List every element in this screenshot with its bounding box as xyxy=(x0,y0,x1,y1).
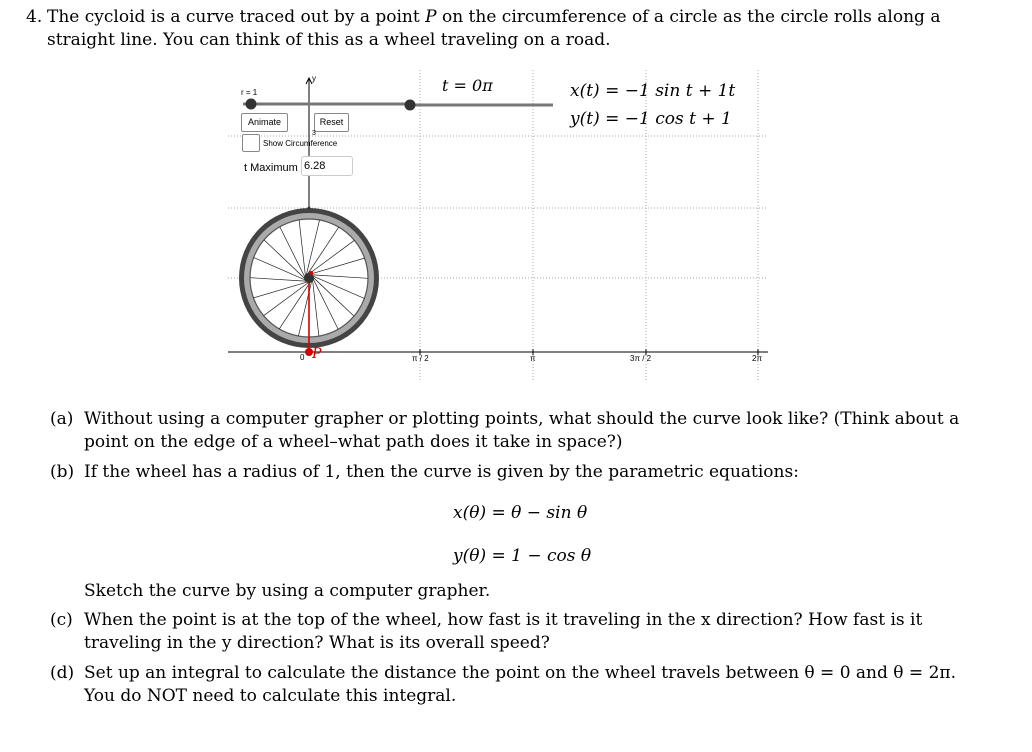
equation-x-theta: x(θ) = θ − sin θ xyxy=(453,503,588,523)
tick-label-pi-half: π / 2 xyxy=(412,354,429,363)
tick-label-2pi: 2π xyxy=(752,354,762,363)
tick-label-pi: π xyxy=(530,354,536,363)
hub xyxy=(304,273,314,283)
equation-y-t: y(t) = −1 cos t + 1 xyxy=(570,109,732,129)
part-b-text: If the wheel has a radius of 1, then the curve is given by the parametric equations: xyxy=(84,462,799,482)
problem-intro-text xyxy=(47,6,977,52)
problem-number: 4. xyxy=(26,7,43,27)
equation-y-theta: y(θ) = 1 − cos θ xyxy=(453,546,592,566)
origin-label: 0 xyxy=(300,353,305,362)
equation-x-t: x(t) = −1 sin t + 1t xyxy=(570,81,736,101)
wheel xyxy=(239,207,379,353)
t-label: t = 0π xyxy=(442,76,493,95)
part-d-label: (d) xyxy=(50,663,75,683)
slider-t-handle[interactable] xyxy=(405,100,416,111)
part-a-text: Without using a computer grapher or plotting points, what should the curve look like? (Think about a point on the edge of a wheel–what path does it take in space?) xyxy=(84,409,960,452)
part-b-label: (b) xyxy=(50,462,75,482)
part-d-text: Set up an integral to calculate the distance the point on the wheel travels between θ = 0 and θ = 2π. You do NOT need to calculate this integral. xyxy=(84,663,956,706)
tmax-input[interactable]: 6.28 xyxy=(301,156,353,176)
reset-button[interactable]: Reset xyxy=(314,113,349,132)
animate-button[interactable]: Animate xyxy=(241,113,288,132)
intro-post: on the circumference of a circle as the circle rolls along a straight line. You can think of this as a wheel traveling on a road. xyxy=(47,7,941,50)
top-point xyxy=(308,207,311,210)
tick-label-3pi-half: 3π / 2 xyxy=(630,354,652,363)
show-circumference-label: Show Circumference xyxy=(263,139,338,148)
hub-dot xyxy=(309,271,313,275)
part-c-label: (c) xyxy=(50,610,73,630)
tick-3-label: 3 xyxy=(312,130,316,137)
intro-pre: The cycloid is a curve traced out by a point xyxy=(47,7,426,27)
sketch-instruction: Sketch the curve by using a computer grapher. xyxy=(84,581,491,601)
point-p-label: P xyxy=(312,346,322,362)
slider-r-handle[interactable] xyxy=(246,99,257,110)
show-circumference-checkbox[interactable] xyxy=(242,134,260,152)
y-axis-label: y xyxy=(312,74,316,83)
geogebra-applet[interactable] xyxy=(228,70,768,390)
r-label: r = 1 xyxy=(241,88,258,97)
part-a-label: (a) xyxy=(50,409,74,429)
intro-var: P xyxy=(425,7,437,27)
part-c-text: When the point is at the top of the wheel, how fast is it traveling in the x direction? How fast is it traveling in the y direction? What is its overall speed? xyxy=(84,610,923,653)
tmax-label: t Maximum xyxy=(244,162,298,174)
